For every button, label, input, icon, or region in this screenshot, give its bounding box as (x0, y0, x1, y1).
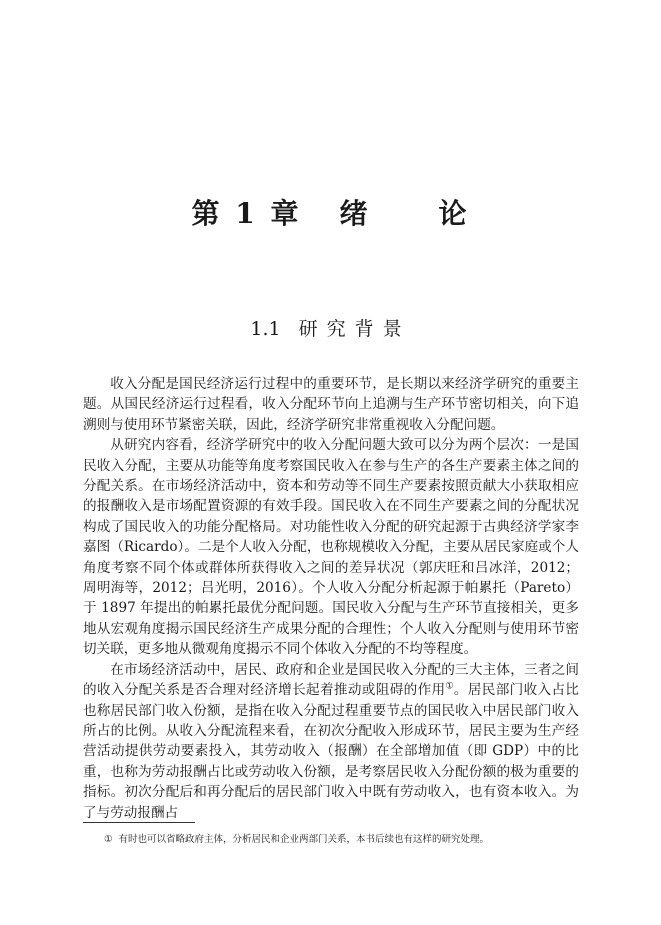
chapter-title-char-2: 论 (438, 197, 470, 230)
chapter-title-char-1: 绪 (339, 197, 371, 230)
paragraph-3-text-before: 在市场经济活动中，居民、政府和企业是国民收入分配的三大主体，三者之间的收入分配关系是否合理对经济增长起着推动或阻碍的作用 (83, 661, 579, 699)
paragraph-3-text-after: 。居民部门收入占比也称居民部门收入份额，是指在收入分配过程重要节点的国民收入中居民部门收入所占的比例。从收入分配流程来看，在初次分配收入形成环节，居民主要为生产经营活动提供劳动要素投入，其劳动收入（报酬）在全部增加值（即 GDP）中的比重，也称为劳动报酬占比或劳动收入份额，是考察居民收入分配份额的极为重要的指标。初次分配后和再分配后的居民部门收入中既有劳动收入，也有资本收入。为了与劳动报酬占 (83, 682, 580, 821)
footnote-text: 有时也可以省略政府主体，分析居民和企业两部门关系，本书后续也有这样的研究处理。 (118, 834, 490, 845)
footnote-reference[interactable]: ① (445, 681, 454, 692)
footnote-divider (83, 822, 195, 823)
footnote-mark: ① (104, 834, 113, 845)
chapter-title (0, 192, 661, 232)
paragraph-1: 收入分配是国民经济运行过程中的重要环节，是长期以来经济学研究的重要主题。从国民经济运行过程看，收入分配环节向上追溯与生产环节密切相关，向下追溯则与使用环节紧密关联，因此，经济学研究非常重视收入分配问题。 (83, 376, 579, 433)
section-number: 1.1 (250, 318, 281, 340)
paragraph-3 (83, 660, 579, 823)
paragraph-2: 从研究内容看，经济学研究中的收入分配问题大致可以分为两个层次：一是国民收入分配，主要从功能等角度考察国民收入在参与生产的各生产要素主体之间的分配关系。在市场经济活动中，资本和劳动等不同生产要素按照贡献大小获取相应的报酬收入是市场配置资源的有效手段。国民收入在不同生产要素之间的分配状况构成了国民收入的功能分配格局。对功能性收入分配的研究起源于古典经济学家李嘉图（Ricardo）。二是个人收入分配，也称规模收入分配，主要从居民家庭或个人角度考察不同个体或群体所获得收入之间的差异状况（郭庆旺和吕冰洋，2012；周明海等，2012；吕光明，2016）。个人收入分配分析起源于帕累托（Pareto）于 1897 年提出的帕累托最优分配问题。国民收入分配与生产环节直接相关，更多地从宏观角度揭示国民经济生产成果分配的合理性；个人收入分配则与使用环节密切关联，更多地从微观角度揭示不同个体收入分配的不均等程度。 (83, 437, 579, 658)
section-title: 研究背景 (298, 318, 411, 340)
chapter-number-label: 第 1 章 (191, 197, 302, 230)
footnote (104, 833, 584, 847)
body-text (83, 374, 579, 823)
section-heading (0, 314, 661, 341)
